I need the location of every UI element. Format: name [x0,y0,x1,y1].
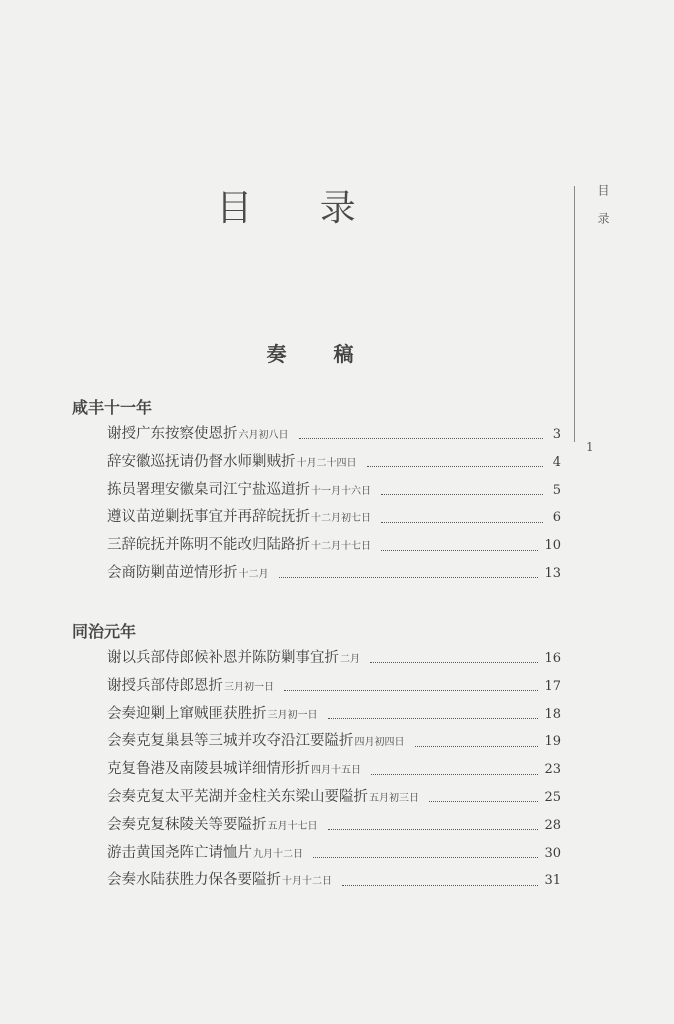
entry-date: 五月初三日 [369,792,419,804]
toc-entry[interactable] [107,841,561,869]
folio-number: 1 [586,440,594,454]
entry-page: 10 [544,538,561,554]
entry-title: 克复鲁港及南陵县城详细情形折 [107,761,310,778]
entry-date: 五月十七日 [267,820,318,832]
entry-date: 四月十五日 [311,765,361,777]
entry-page: 17 [544,678,561,694]
entry-date: 十二月十七日 [311,541,371,553]
toc-entry[interactable] [107,702,561,730]
toc-entry[interactable] [107,729,561,757]
dot-leader [370,662,538,663]
toc-entry[interactable] [107,561,561,589]
dot-leader [342,885,538,886]
page-title: 目 录 [216,188,384,229]
toc-entry[interactable] [107,478,561,506]
margin-rule [574,186,575,442]
toc-entry[interactable] [107,868,561,896]
dot-leader [381,522,543,523]
entry-title: 会奏迎剿上窜贼匪获胜折 [107,705,267,722]
entry-page: 18 [544,706,561,722]
entry-title: 会奏水陆获胜力保各要隘折 [107,872,281,889]
entry-title: 谢以兵部侍郎候补恩并陈防剿事宜折 [107,650,339,666]
entry-date: 六月初八日 [238,430,289,441]
dot-leader [371,774,538,775]
entry-title: 会商防剿苗逆情形折 [107,564,238,581]
toc-entry[interactable] [107,757,561,785]
toc-entry[interactable] [107,813,561,841]
entry-date: 十一月十六日 [311,485,371,497]
entry-date: 三月初一日 [224,681,274,693]
entry-page: 25 [544,789,561,805]
toc-entry[interactable] [107,533,561,561]
dot-leader [367,466,544,467]
entry-date: 四月初四日 [354,737,405,749]
toc-group [72,618,572,896]
entry-title: 遵议苗逆剿抚事宜并再辞皖抚折 [107,509,310,526]
entry-title: 谢授广东按察使恩折 [107,426,238,442]
toc-group [72,394,572,589]
section-heading: 奏 稿 [266,342,374,366]
dot-leader [328,829,539,830]
dot-leader [313,857,538,858]
entry-page: 6 [552,510,561,526]
entry-date: 十二月初七日 [311,513,371,525]
entry-title: 辞安徽巡抚请仍督水师剿贼折 [107,453,296,470]
toc-entry[interactable] [107,422,561,450]
dot-leader [381,494,543,495]
entry-page: 4 [552,454,561,470]
dot-leader [279,577,539,578]
dot-leader [429,801,538,802]
entry-page: 23 [544,762,561,778]
toc-entry[interactable] [107,505,561,533]
entry-title: 游击黄国尧阵亡请恤片 [107,844,252,861]
group-heading: 同治元年 [72,622,137,641]
entry-page: 5 [552,482,561,498]
dot-leader [284,690,538,691]
dot-leader [328,718,539,719]
entry-date: 二月 [340,654,360,665]
dot-leader [299,438,544,439]
entry-title: 谢授兵部侍郎恩折 [107,677,223,694]
entry-date: 九月十二日 [253,848,303,860]
entry-title: 会奏克复太平芜湖并金柱关东梁山要隘折 [107,788,368,805]
entry-title: 拣员署理安徽臬司江宁盐巡道折 [107,481,310,498]
entry-title: 会奏克复巢县等三城并攻夺沿江要隘折 [107,733,354,750]
entry-page: 31 [544,873,561,889]
entry-title: 三辞皖抚并陈明不能改归陆路折 [107,537,310,554]
entry-page: 13 [544,565,561,581]
dot-leader [381,550,538,551]
toc-entry[interactable] [107,450,561,478]
entry-date: 三月初一日 [267,709,318,721]
dot-leader [415,746,539,747]
entry-date: 十二月 [238,568,269,580]
toc-entry[interactable] [107,785,561,813]
entry-page: 30 [544,845,561,861]
entry-title: 会奏克复秣陵关等要隘折 [107,816,267,833]
toc-entry[interactable] [107,674,561,702]
toc-entry[interactable] [107,646,561,674]
entry-page: 19 [544,734,561,750]
entry-page: 3 [552,427,561,442]
entry-date: 十月十二日 [282,876,332,888]
entry-page: 16 [544,651,561,666]
group-heading: 咸丰十一年 [72,398,153,417]
entry-page: 28 [544,817,561,833]
running-header: 目录 [596,184,610,240]
entry-date: 十月二十四日 [296,457,357,469]
